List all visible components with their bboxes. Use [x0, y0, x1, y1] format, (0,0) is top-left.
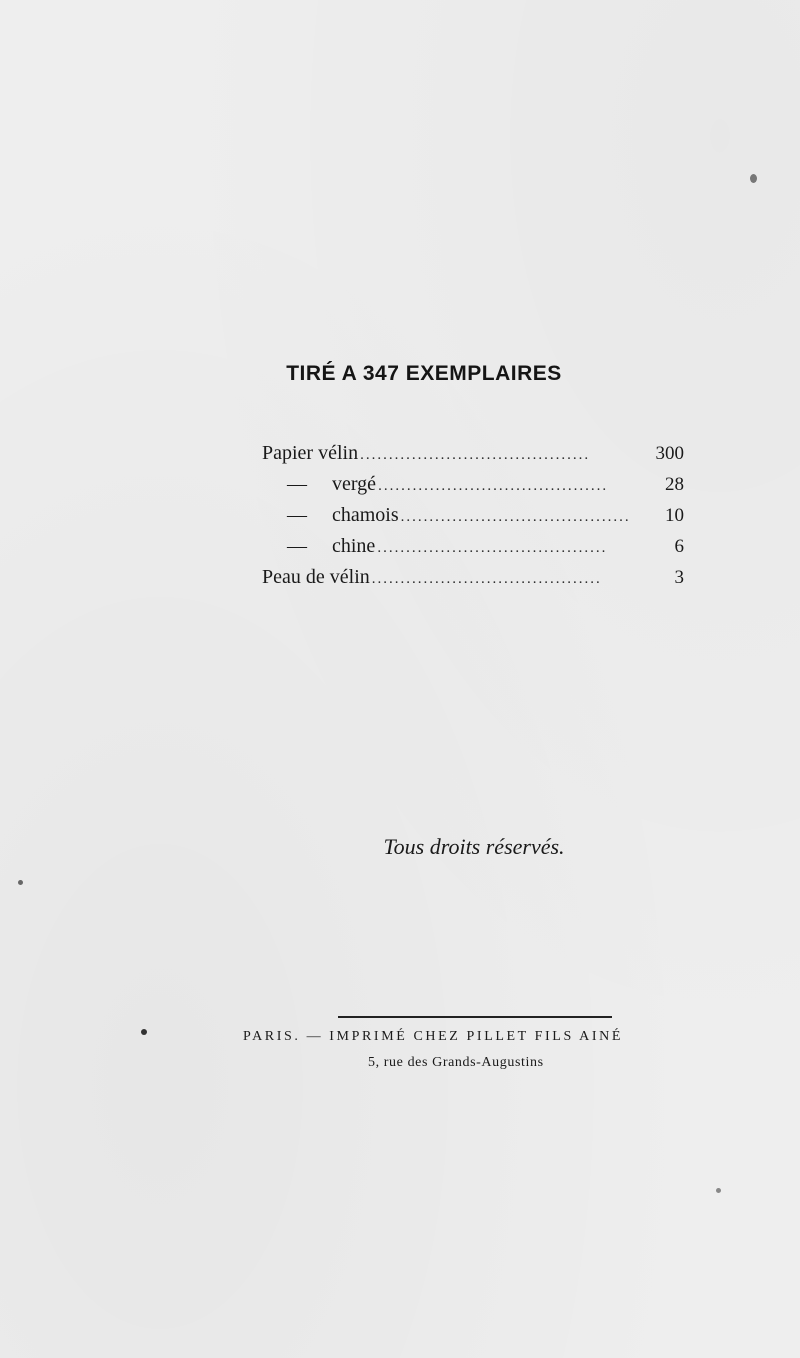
table-row [262, 469, 684, 500]
paper-type-label: Peau de vélin [262, 566, 370, 588]
dot-leader: ........................................ [400, 509, 631, 525]
divider-rule [338, 1016, 612, 1018]
dot-leader: ........................................ [377, 540, 608, 556]
table-row [262, 531, 684, 562]
ditto-dash: — [287, 473, 307, 495]
ink-speck [18, 880, 23, 885]
ink-speck [716, 1188, 721, 1193]
print-run-table [262, 438, 684, 593]
ink-speck [141, 1029, 147, 1035]
paper-type-label: chamois [332, 504, 399, 526]
paper-type-label: chine [332, 535, 376, 557]
dot-leader: ........................................ [371, 571, 602, 587]
dot-leader: ........................................ [378, 478, 609, 494]
copy-count: 6 [674, 536, 684, 557]
print-run-heading: TIRÉ A 347 EXEMPLAIRES [286, 362, 562, 385]
table-row [262, 438, 684, 469]
dot-leader: ........................................ [360, 447, 591, 463]
paper-type-label: Papier vélin [262, 442, 359, 464]
copy-count: 28 [665, 474, 684, 495]
rights-notice: Tous droits réservés. [383, 834, 565, 859]
copy-count: 300 [655, 443, 684, 464]
ditto-dash: — [287, 504, 307, 526]
table-row [262, 500, 684, 531]
printer-address: 5, rue des Grands-Augustins [368, 1055, 544, 1070]
paper-type-label: vergé [332, 473, 377, 495]
printer-imprint: PARIS. — IMPRIMÉ CHEZ PILLET FILS AINÉ [243, 1029, 623, 1044]
ditto-dash: — [287, 535, 307, 557]
table-row [262, 562, 684, 593]
copy-count: 10 [665, 505, 684, 526]
ink-speck [750, 174, 757, 183]
copy-count: 3 [674, 567, 684, 588]
